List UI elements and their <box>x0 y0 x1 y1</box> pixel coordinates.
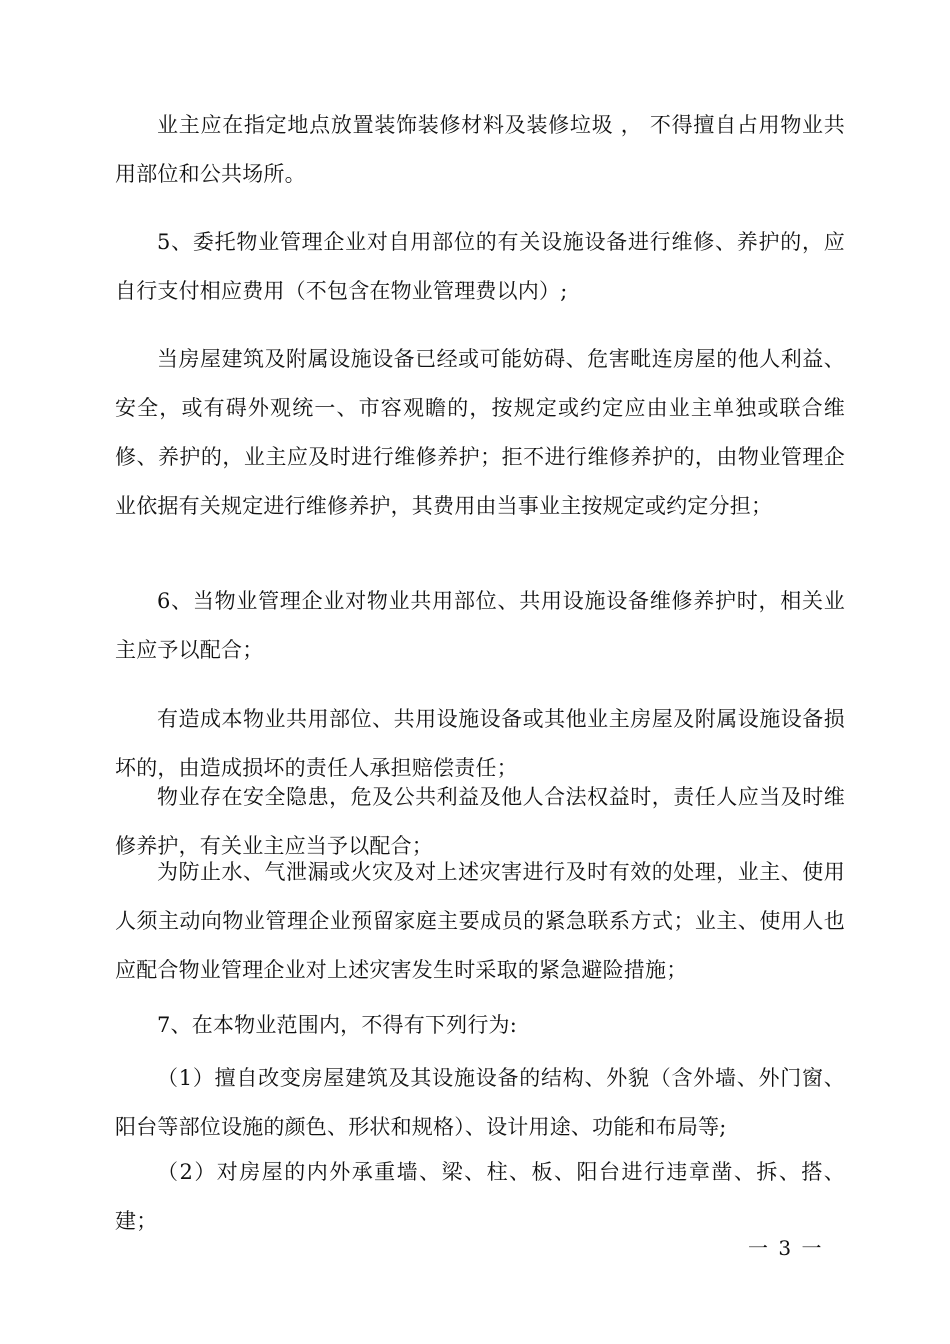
paragraph-item-7-2: （2）对房屋的内外承重墙、梁、柱、板、阳台进行违章凿、拆、搭、建； <box>115 1160 845 1233</box>
paragraph-decoration-materials: 业主应在指定地点放置装饰装修材料及装修垃圾 ， 不得擅自占用物业共用部位和公共场所。 <box>115 113 845 186</box>
paragraph-item-5: 5、委托物业管理企业对自用部位的有关设施设备进行维修、养护的，应自行支付相应费用（不包含在物业管理费以内）; <box>115 230 845 303</box>
paragraph-safety-hazard: 物业存在安全隐患，危及公共利益及他人合法权益时，责任人应当及时维修养护，有关业主应当予以配合； <box>115 785 845 858</box>
page-number: 一 3 一 <box>748 1236 824 1260</box>
paragraph-item-7-1: （1）擅自改变房屋建筑及其设施设备的结构、外貌（含外墙、外门窗、阳台等部位设施的颜色、形状和规格）、设计用途、功能和布局等; <box>115 1066 845 1139</box>
paragraph-adjacent-houses: 当房屋建筑及附属设施设备已经或可能妨碍、危害毗连房屋的他人利益、安全，或有碍外观统一、市容观瞻的，按规定或约定应由业主单独或联合维修、养护的，业主应及时进行维修养护；拒不进行维修养护的，由物业管理企业依据有关规定进行维修养护，其费用由当事业主按规定或约定分担； <box>115 347 845 518</box>
paragraph-emergency-contact: 为防止水、气泄漏或火灾及对上述灾害进行及时有效的处理，业主、使用人须主动向物业管理企业预留家庭主要成员的紧急联系方式；业主、使用人也应配合物业管理企业对上述灾害发生时采取的紧急避险措施； <box>115 860 845 982</box>
paragraph-damage-liability: 有造成本物业共用部位、共用设施设备或其他业主房屋及附属设施设备损坏的，由造成损坏的责任人承担赔偿责任； <box>115 707 845 780</box>
paragraph-item-7: 7、在本物业范围内，不得有下列行为: <box>157 1013 518 1037</box>
paragraph-item-6: 6、当物业管理企业对物业共用部位、共用设施设备维修养护时，相关业主应予以配合； <box>115 589 845 662</box>
